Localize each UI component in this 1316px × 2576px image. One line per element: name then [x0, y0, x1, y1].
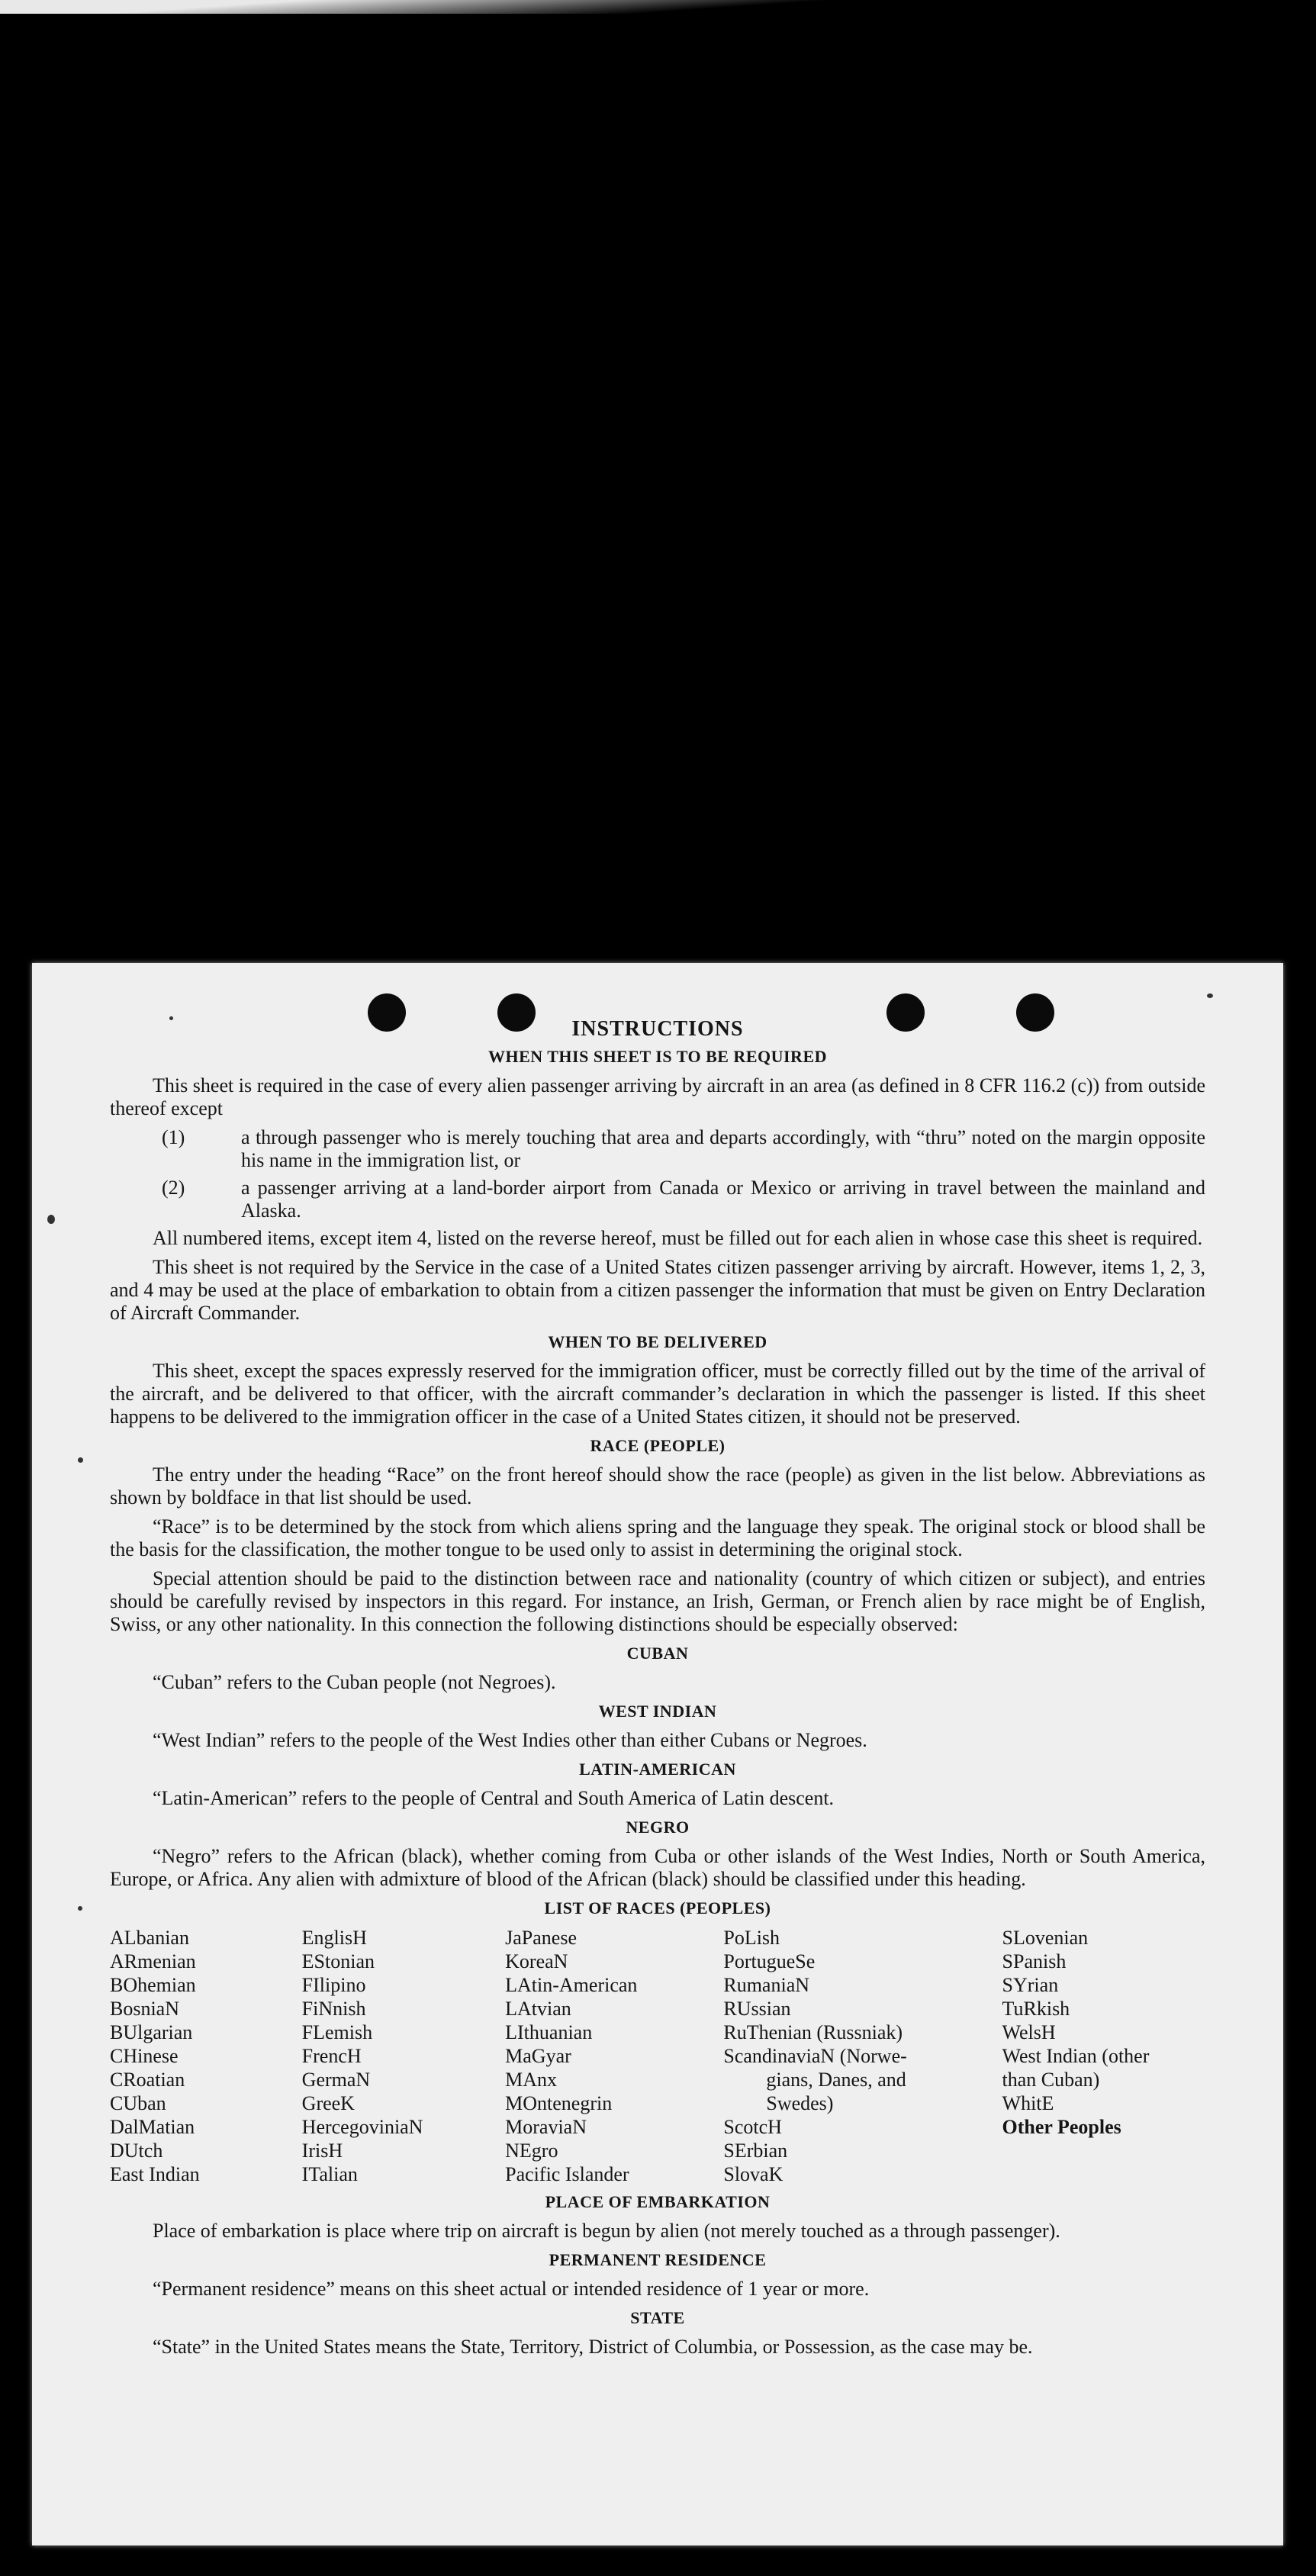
- paragraph: The entry under the heading “Race” on the front hereof should show the race (people) as given in the list below. Abbreviations as shown by boldface in that list should be used.: [110, 1463, 1205, 1509]
- item-number: (1): [162, 1126, 185, 1148]
- paragraph: All numbered items, except item 4, listed on the reverse hereof, must be filled out for each alien in whose case this sheet is required.: [153, 1227, 1203, 1249]
- race-entry: ALbanian: [110, 1927, 189, 1949]
- race-entry: PortugueSe: [723, 1950, 816, 1972]
- race-entry: MAnx: [505, 2069, 558, 2091]
- race-entry: BosniaN: [110, 1998, 179, 2020]
- punch-hole-icon: [368, 993, 406, 1032]
- race-entry: JaPanese: [505, 1927, 577, 1949]
- heading-west-indian: WEST INDIAN: [598, 1702, 717, 1721]
- paragraph: “Permanent residence” means on this sheet actual or intended residence of 1 year or more.: [153, 2278, 870, 2300]
- paragraph: “Race” is to be determined by the stock from which aliens spring and the language they speak. The original stock or blood shall be the basis for the classification, the mother tongue to be used only to assist in determining the original stock.: [110, 1515, 1205, 1560]
- heading-residence: PERMANENT RESIDENCE: [549, 2250, 767, 2269]
- race-entry: EStonian: [301, 1950, 375, 1972]
- race-entry: GreeK: [301, 2092, 355, 2114]
- races-column: [110, 1926, 302, 2186]
- speck-icon: [169, 1016, 173, 1020]
- races-column: [302, 1926, 505, 2186]
- race-entry: MOntenegrin: [505, 2092, 613, 2114]
- races-column: [723, 1926, 1002, 2186]
- race-entry: BOhemian: [110, 1974, 196, 1996]
- paragraph: Place of embarkation is place where trip on aircraft is begun by alien (not merely touched as a through passenger).: [153, 2220, 1060, 2242]
- race-entry: SErbian: [723, 2140, 788, 2162]
- paragraph: “Negro” refers to the African (black), whether coming from Cuba or other islands of the West Indies, North or South America, Europe, or Africa. Any alien with admixture of blood of the African (black) should be classified under this heading.: [110, 1845, 1205, 1890]
- paragraph: “Cuban” refers to the Cuban people (not Negroes).: [153, 1671, 556, 1693]
- race-entry: CHinese: [110, 2045, 179, 2067]
- heading-race: RACE (PEOPLE): [590, 1436, 726, 1455]
- speck-icon: [78, 1457, 83, 1463]
- race-entry: FrencH: [301, 2045, 362, 2067]
- punch-hole-icon: [1016, 993, 1054, 1032]
- heading-embarkation: PLACE OF EMBARKATION: [545, 2192, 771, 2211]
- race-entry: LIthuanian: [505, 2021, 593, 2043]
- race-entry: NEgro: [505, 2140, 558, 2162]
- race-entry: FiNnish: [301, 1998, 366, 2020]
- heading-state: STATE: [630, 2308, 685, 2327]
- heading-cuban: CUBAN: [626, 1644, 689, 1663]
- item-text: a passenger arriving at a land-border airport from Canada or Mexico or arriving in travel between the mainland and Alaska.: [241, 1177, 1205, 1222]
- race-entry: SLovenian: [1002, 1927, 1089, 1949]
- heading-list-of-races: LIST OF RACES (PEOPLES): [544, 1898, 771, 1918]
- race-entry: FLemish: [301, 2021, 373, 2043]
- race-entry: RuThenian (Russniak): [723, 2021, 903, 2043]
- race-entry: IrisH: [301, 2140, 343, 2162]
- speck-icon: [78, 1906, 82, 1911]
- race-entry: MoraviaN: [505, 2116, 587, 2138]
- race-entry: MaGyar: [505, 2045, 571, 2067]
- race-entry: SYrian: [1002, 1974, 1059, 1996]
- race-entry: CRoatian: [110, 2069, 185, 2091]
- race-entry: FIlipino: [301, 1974, 366, 1996]
- heading-latin-american: LATIN-AMERICAN: [579, 1760, 736, 1779]
- race-entry: Pacific Islander: [505, 2163, 629, 2185]
- race-entry: HercegoviniaN: [301, 2116, 423, 2138]
- heading-negro: NEGRO: [626, 1818, 690, 1837]
- race-entry: ScandinaviaN (Norwe-: [723, 2045, 907, 2067]
- heading-required: WHEN THIS SHEET IS TO BE REQUIRED: [487, 1047, 828, 1066]
- race-entry: SlovaK: [723, 2163, 783, 2185]
- race-entry: LAtin-American: [505, 1974, 638, 1996]
- paragraph: This sheet is not required by the Service in the case of a United States citizen passenger arriving by aircraft. However, items 1, 2, 3, and 4 may be used at the place of embarkation to obtain from a citizen passenger the information that must be given on Entry Declaration of Aircraft Commander.: [110, 1256, 1205, 1324]
- paragraph: “Latin-American” refers to the people of Central and South America of Latin descent.: [153, 1787, 835, 1809]
- heading-delivered: WHEN TO BE DELIVERED: [548, 1332, 767, 1351]
- race-entry: gians, Danes, and: [766, 2069, 906, 2091]
- race-entry: East Indian: [110, 2163, 200, 2185]
- race-entry: CUban: [110, 2092, 166, 2114]
- speck-icon: [1207, 993, 1213, 998]
- race-entry: WhitE: [1002, 2092, 1054, 2114]
- race-entry: DalMatian: [110, 2116, 195, 2138]
- race-entry: PoLish: [723, 1927, 780, 1949]
- instruction-sheet: [32, 963, 1283, 2545]
- punch-hole-icon: [497, 993, 536, 1032]
- race-entry: EnglisH: [301, 1927, 367, 1949]
- race-entry: SPanish: [1002, 1950, 1067, 1972]
- page-title: INSTRUCTIONS: [571, 1017, 744, 1041]
- race-entry: West Indian (other: [1002, 2045, 1150, 2067]
- race-entry: BUlgarian: [110, 2021, 193, 2043]
- race-entry: WelsH: [1002, 2021, 1056, 2043]
- paragraph: This sheet, except the spaces expressly reserved for the immigration officer, must be correctly filled out by the time of the arrival of the aircraft, and be delivered to that officer, with the aircraft commander’s declaration in which the passenger is listed. If this sheet happens to be delivered to the immigration officer in the case of a United States citizen, it should not be preserved.: [110, 1360, 1205, 1428]
- races-table: [110, 1926, 1205, 2186]
- race-entry: GermaN: [301, 2069, 371, 2091]
- race-entry: ScotcH: [723, 2116, 782, 2138]
- race-entry: ITalian: [301, 2163, 358, 2185]
- race-entry: than Cuban): [1002, 2069, 1100, 2091]
- list-item: [110, 1126, 1205, 1172]
- race-entry: KoreaN: [505, 1950, 568, 1972]
- race-entry: Swedes): [766, 2092, 834, 2114]
- races-column: [1002, 1926, 1205, 2186]
- scan-edge: [0, 0, 1316, 14]
- item-text: a through passenger who is merely touching that area and departs accordingly, with “thru” noted on the margin opposite his name in the immigration list, or: [241, 1126, 1205, 1171]
- paragraph: “State” in the United States means the State, Territory, District of Columbia, or Possession, as the case may be.: [153, 2336, 1033, 2358]
- races-column: [505, 1926, 723, 2186]
- race-entry: LAtvian: [505, 1998, 571, 2020]
- race-entry: DUtch: [110, 2140, 163, 2162]
- list-item: [110, 1177, 1205, 1222]
- race-entry: Other Peoples: [1002, 2116, 1121, 2138]
- race-entry: RumaniaN: [723, 1974, 810, 1996]
- speck-icon: [47, 1215, 55, 1224]
- paragraph: Special attention should be paid to the distinction between race and nationality (country of which citizen or subject), and entries should be carefully revised by inspectors in this regard. For instance, an Irish, German, or French alien by race might be of English, Swiss, or any other nationality. In this connection the following distinctions should be especially observed:: [110, 1567, 1205, 1635]
- item-number: (2): [162, 1177, 185, 1199]
- paragraph: This sheet is required in the case of every alien passenger arriving by aircraft in an area (as defined in 8 CFR 116.2 (c)) from outside thereof except: [110, 1074, 1205, 1119]
- punch-hole-icon: [886, 993, 925, 1032]
- paragraph: “West Indian” refers to the people of the West Indies other than either Cubans or Negroes.: [153, 1729, 867, 1751]
- race-entry: RUssian: [723, 1998, 791, 2020]
- race-entry: TuRkish: [1002, 1998, 1070, 2020]
- race-entry: ARmenian: [110, 1950, 196, 1972]
